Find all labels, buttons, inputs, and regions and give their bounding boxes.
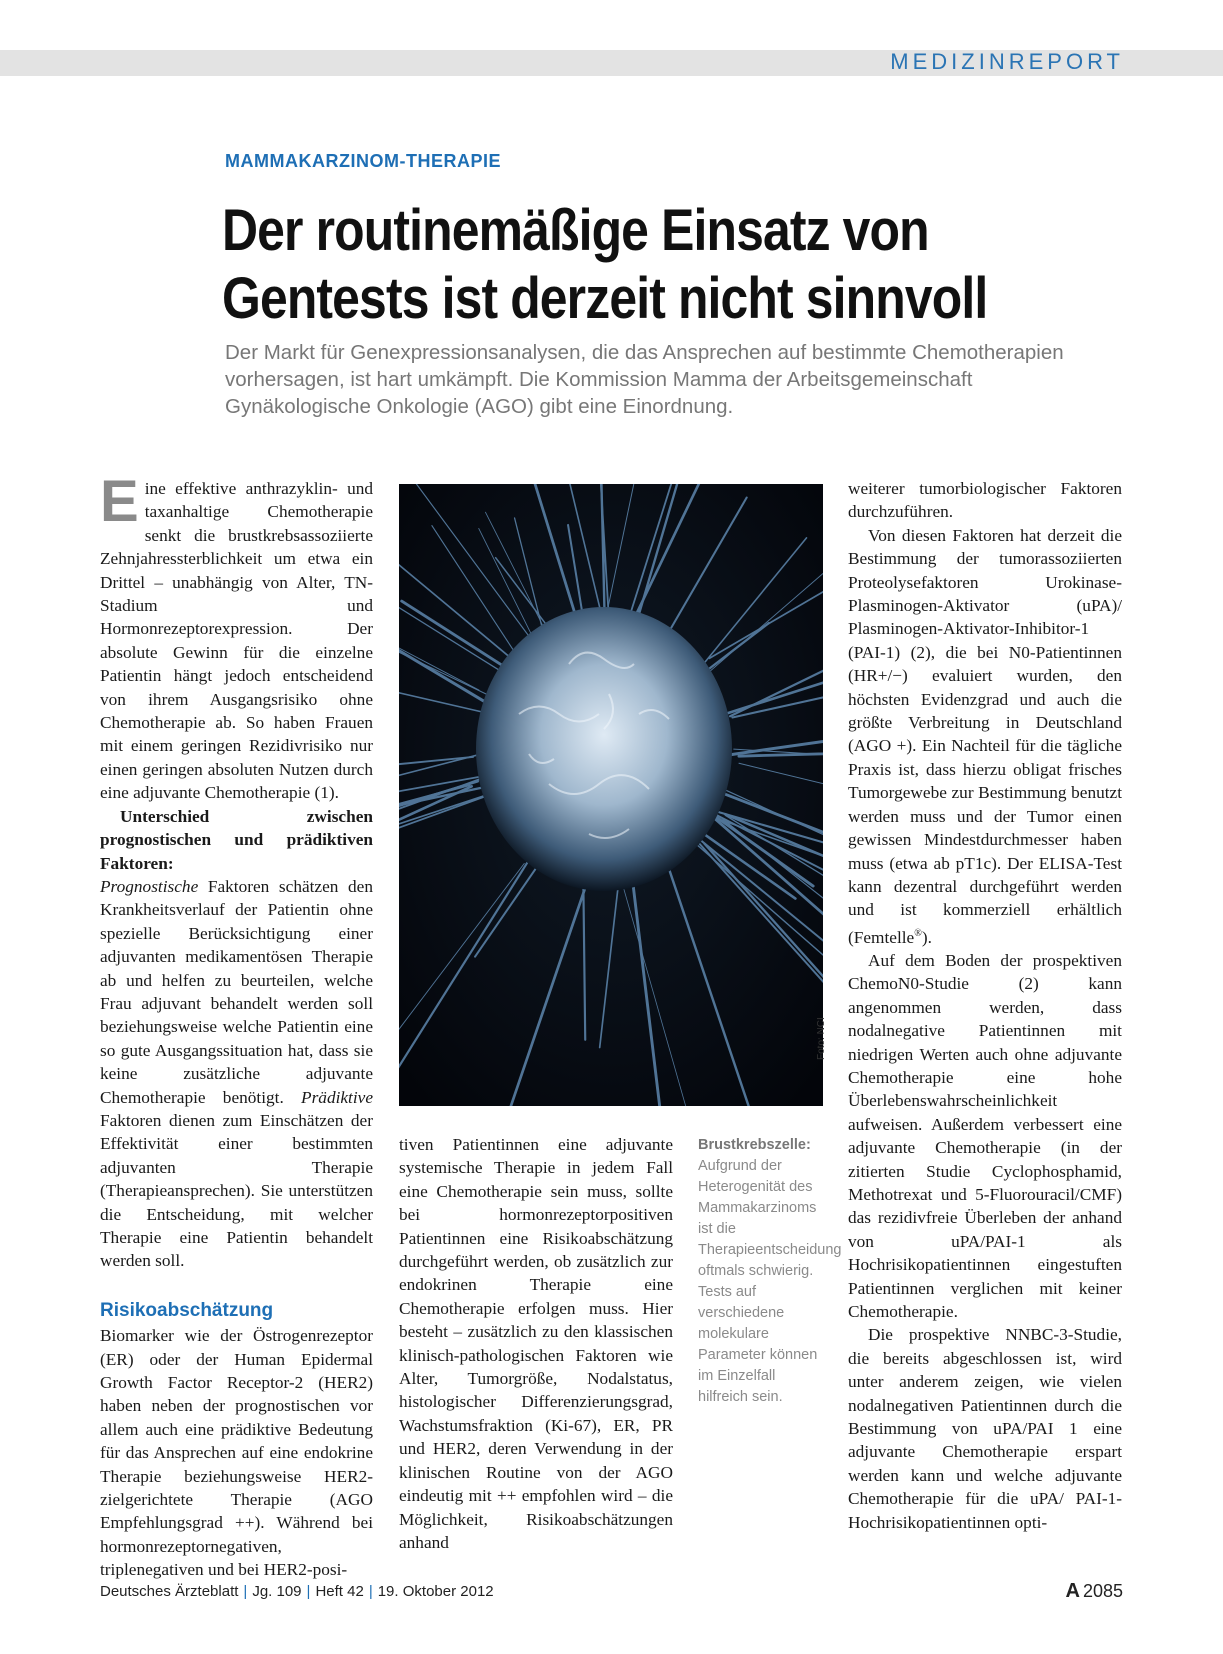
factors-text-1: Faktoren schätzen den Krankheitsverlauf der Patientin ohne spezielle Berücksichtigung einer adjuvanten medikamentösen Therapie ab und helfen zu beurteilen, welche Frau adjuvant behandelt werden soll beziehungsweise welche Patientin eine so gute Ausgangssituation hat, dass sie keine zusätzliche adjuvante Chemotherapie benötigt. xyxy=(100,876,373,1107)
dropcap: E xyxy=(100,469,139,534)
page-number-value: 2085 xyxy=(1082,1581,1123,1601)
paragraph-intro xyxy=(100,469,373,805)
cancer-cell-photo xyxy=(399,484,823,1106)
section-label: MEDIZINREPORT xyxy=(890,49,1124,74)
paragraph-biomarker: Biomarker wie der Östrogenrezeptor (ER) oder der Human Epidermal Growth Factor Receptor-2 (HER2) haben neben der prognostischen vor allem auch eine prädiktive Bedeutung für das Ansprechen auf eine endokrine Therapie beziehungsweise HER2-zielgerichtete Therapie (AGO Empfehlungsgrad ++). Während bei hormonrezeptornegativen, triplenegativen und bei HER2-posi- xyxy=(100,1326,373,1580)
paragraph-continuation: weiterer tumorbiologischer Faktoren durchzuführen. xyxy=(848,479,1122,522)
footer-citation: Deutsches Ärzteblatt | Jg. 109 | Heft 42 | 19. Oktober 2012 xyxy=(100,1583,494,1600)
paragraph-nnbc3: Die prospektive NNBC-3-Studie, die bereits abgeschlossen ist, wird unter anderem zeigen, wie vielen nodalnegativen Patientinnen durch die Bestimmung von uPA/PAI 1 eine adjuvante Chemotherapie erspart werden kann und welche adjuvante Chemotherapie für die uPA/ PAI-1-Hochrisikopatientinnen opti- xyxy=(848,1325,1122,1532)
headline-line-1: Der routinemäßige Einsatz von xyxy=(222,198,929,263)
registered-mark: ® xyxy=(914,927,922,939)
intro-text: ine effektive anthrazyklin- und taxanhaltige Chemotherapie senkt die brustkrebsassoziierte Zehnjahressterblichkeit um etwa ein Drittel – unabhängig von Alter, TN-Stadium und Hormonrezeptorexpression. Der absolute Gewinn für die einzelne Patientin hängt jedoch entscheidend von ihrem Ausgangsrisiko ohne Chemotherapie ab. So haben Frauen mit einem geringen Rezidivrisiko nur einen geringen absoluten Nutzen durch eine adjuvante Chemotherapie (1). xyxy=(100,479,373,803)
article-kicker: MAMMAKARZINOM-THERAPIE xyxy=(225,151,501,171)
section-heading-risk: Risikoabschätzung xyxy=(100,1299,274,1321)
footer-volume: Jg. 109 xyxy=(252,1583,302,1600)
caption-title: Brustkrebszelle: xyxy=(698,1137,811,1153)
paragraph-factors xyxy=(100,805,373,1273)
cell-illustration xyxy=(399,484,823,1106)
upa-text-end: ). xyxy=(921,927,932,947)
page-prefix: A xyxy=(1065,1580,1080,1602)
article-headline xyxy=(222,197,996,333)
footer-date: 19. Oktober 2012 xyxy=(377,1583,494,1600)
upa-text: Von diesen Faktoren hat derzeit die Bestimmung der tumorassoziierten Proteolysefaktoren Urokinase-Plasminogen-Aktivator (uPA)/ Plasminogen-Aktivator-Inhibitor-1 (PAI-1) (2), die bei N0-Patientinnen (HR+/−) evaluiert wurden, den höchsten Evidenzgrad und auch die größte Verbreitung in Deutschland (AGO +). Ein Nachteil für die tägliche Praxis ist, dass hierzu obligat frisches Tumorgewebe zur Bestimmung benutzt werden muss und der Tumor einen gewissen Mindestdurchmesser haben muss (etwa ab pT1c). Der ELISA-Test kann dezentral durchgeführt werden und ist kommerziell erhältlich (Femtelle xyxy=(848,525,1122,947)
term-predictive: Prädiktive xyxy=(301,1087,373,1107)
factors-text-2: Faktoren dienen zum Einschätzen der Effektivität einer bestimmten adjuvanten Therapie (Therapieansprechen). Sie unterstützen die Entscheidung, mit welcher Therapie eine Patientin behandelt werden soll. xyxy=(100,1110,373,1271)
column-2 xyxy=(399,1133,673,1554)
term-prognostic: Prognostische xyxy=(100,876,199,896)
column-4 xyxy=(848,477,1122,1534)
headline-line-2: Gentests ist derzeit nicht sinnvoll xyxy=(222,266,988,331)
caption-text: Aufgrund der Heterogenität des Mammakarzinoms ist die Therapieentscheidung oftmals schwierig. Tests auf verschiedene molekulare Parameter können im Einzelfall hilfreich sein. xyxy=(698,1158,842,1405)
article-lead: Der Markt für Genexpressionsanalysen, die das Ansprechen auf bestimmte Chemotherapien vorhersagen, ist hart umkämpft. Die Kommission Mamma der Arbeitsgemeinschaft Gynäkologische Onkologie (AGO) gibt eine Einordnung. xyxy=(225,341,1064,418)
photo-credit: Foto: NCI xyxy=(816,1017,827,1060)
footer-issue: Heft 42 xyxy=(315,1583,364,1600)
inline-subheading: Unterschied zwischen prognostischen und prädiktiven Faktoren: xyxy=(100,806,373,873)
photo-caption xyxy=(698,1135,842,1408)
footer-journal: Deutsches Ärzteblatt xyxy=(100,1583,239,1600)
paragraph-chemon0: Auf dem Boden der prospektiven ChemoN0-Studie (2) kann angenommen werden, dass nodalnegative Patientinnen mit niedrigen Werten auch ohne adjuvante Chemotherapie eine hohe Überlebenswahrscheinlichkeit aufweisen. Außerdem verbessert eine adjuvante Chemotherapie (in der zitierten Studie Cyclophosphamid, Methotrexat und 5-Fluorouracil/CMF) das rezidivfreie Überleben der anhand von uPA/PAI-1 als Hochrisikopatientinnen eingestuften Patientinnen verglichen mit keiner Chemotherapie. xyxy=(848,950,1122,1321)
paragraph-systemic: tiven Patientinnen eine adjuvante systemische Therapie in jedem Fall eine Chemotherapie sein muss, sollte bei hormonrezeptorpositiven Patientinnen eine Risikoabschätzung durchgeführt werden, ob zusätzlich zur endokrinen Therapie eine Chemotherapie erfolgen muss. Hier besteht – zusätzlich zu den klassischen klinisch-pathologischen Faktoren wie Alter, Tumorgröße, Nodalstatus, histologischer Differenzierungsgrad, Wachstumsfraktion (Ki-67), ER, PR und HER2, deren Verwendung in der klinischen Routine von der AGO eindeutig mit ++ empfohlen wird – die Möglichkeit, Risikoabschätzungen anhand xyxy=(399,1135,673,1552)
page-number xyxy=(1066,1580,1124,1603)
paragraph-upa-pai xyxy=(848,524,1122,949)
column-1 xyxy=(100,469,373,1582)
